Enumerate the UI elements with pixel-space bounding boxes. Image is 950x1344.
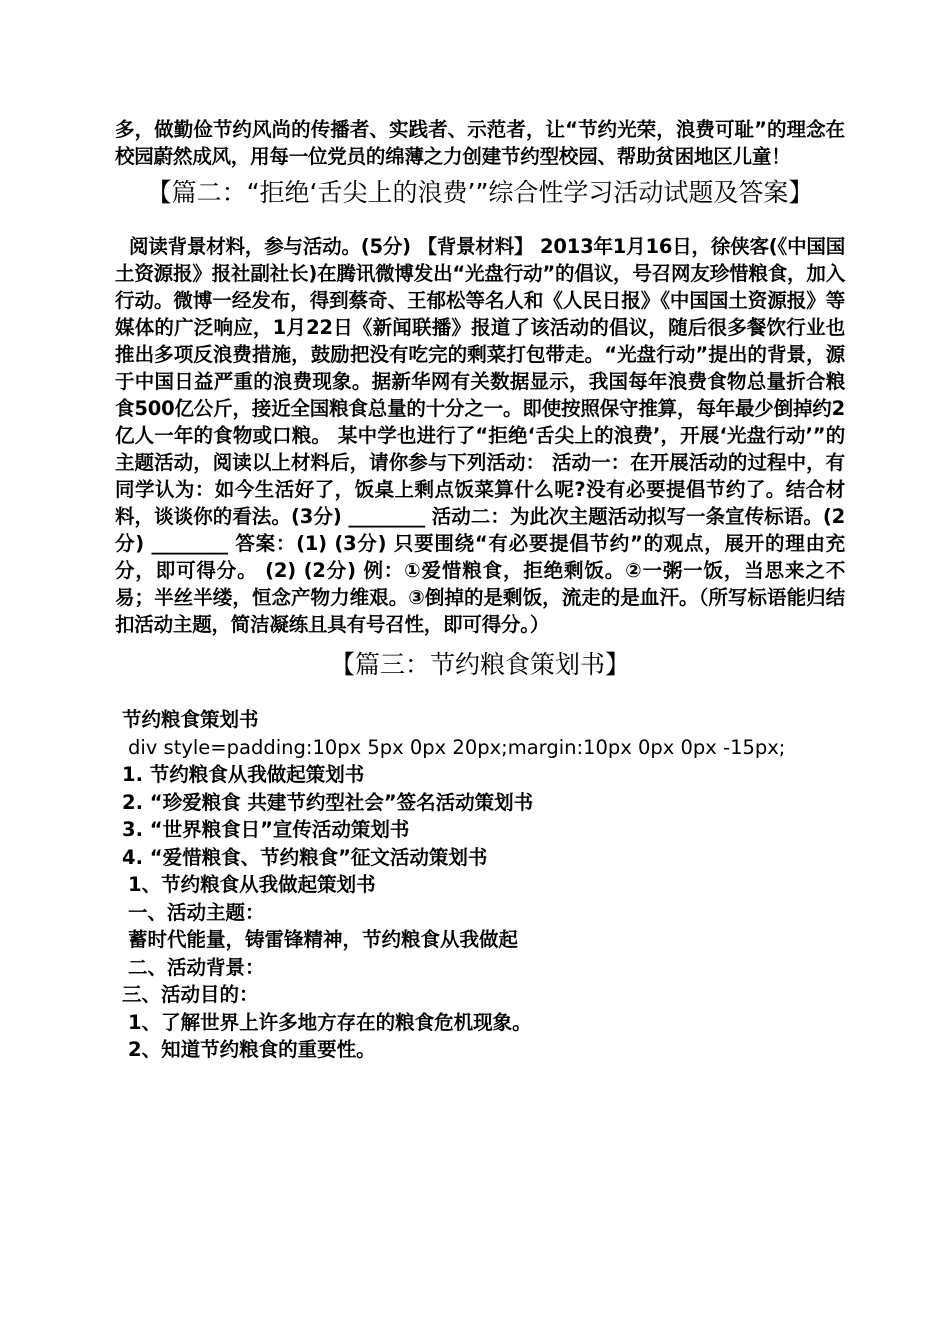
section-2-heading: 【篇二：“拒绝‘舌尖上的浪费’”综合性学习活动试题及答案】 <box>146 178 814 207</box>
plan-list-item-1: 1. 节约粮食从我做起策划书 <box>122 763 365 786</box>
plan-theme-text: 蓄时代能量，铸雷锋精神，节约粮食从我做起 <box>128 928 519 951</box>
plan-list-item-3: 3. “世界粮食日”宣传活动策划书 <box>122 818 410 841</box>
plan-background-label: 二、活动背景： <box>128 955 265 979</box>
plan-purpose-label: 三、活动目的： <box>122 983 259 1006</box>
plan-subtitle: 1、节约粮食从我做起策划书 <box>128 873 376 896</box>
plan-purpose-item-1: 1、了解世界上许多地方存在的粮食危机现象。 <box>128 1010 532 1034</box>
section-2-paragraph: 阅读背景材料，参与活动。(5分) 【背景材料】 2013年1月16日，徐侠客(《中国国土资源报》报社副社长)在腾讯微博发出“光盘行动”的倡议，号召网友珍惜粮食，加入行动。微博一经发布，得到蔡奇、王郁松等名人和《人民日报》《中国国土资源报》等媒体的广泛响应，1月22日《新闻联播》报道了该活动的倡议，随后很多餐饮行业也推出多项反浪费措施，鼓励把没有吃完的剩菜打包带走。“光盘行动”提出的背景，源于中国日益严重的浪费现象。据新华网有关数据显示，我国每年浪费食物总量折合粮食500亿公斤，接近全国粮食总量的十分之一。即使按照保守推算，每年最少倒掉约2亿人一年的食物或口粮。 某中学也进行了“拒绝‘舌尖上的浪费’，开展‘光盘行动’”的主题活动，阅读以上材料后，请你参与下列活动： 活动一：在开展活动的过程中，有同学认为：如今生活好了，饭桌上剩点饭菜算什么呢?没有必要提倡节约了。结合材料，谈谈你的看法。(3分) ________ 活动二：为此次主题活动拟写一条宣传标语。(2分) ________ 答案：(1) (3分) 只要围绕“有必要提倡节约”的观点，展开的理由充分，即可得分。 (2) (2分) 例：①爱惜粮食，拒绝剩饭。②一粥一饭，当思来之不易；半丝半缕，恒念产物力维艰。③倒掉的是剩饭，流走的是血汗。（所写标语能归结扣活动主题，简洁凝练且具有号召性，即可得分。） <box>115 235 845 636</box>
plan-theme-label: 一、活动主题： <box>128 900 265 924</box>
plan-list-item-4: 4. “爱惜粮食、节约粮食”征文活动策划书 <box>122 845 488 869</box>
section-1-paragraph: 多，做勤俭节约风尚的传播者、实践者、示范者，让“节约光荣，浪费可耻”的理念在校园蔚然成风，用每一位党员的绵薄之力创建节约型校园、帮助贫困地区儿童！ <box>115 118 845 168</box>
document-page <box>115 116 845 1064</box>
plan-code-line: div style=padding:10px 5px 0px 20px;margin:10px 0px 0px -15px; <box>128 735 786 759</box>
plan-title: 节约粮食策划书 <box>122 708 259 731</box>
plan-list-item-2: 2. “珍爱粮食 共建节约型社会”签名活动策划书 <box>122 790 534 814</box>
section-3-heading: 【篇三：节约粮食策划书】 <box>329 650 630 679</box>
plan-purpose-item-2: 2、知道节约粮食的重要性。 <box>128 1038 376 1061</box>
plan-outline <box>115 706 845 1064</box>
